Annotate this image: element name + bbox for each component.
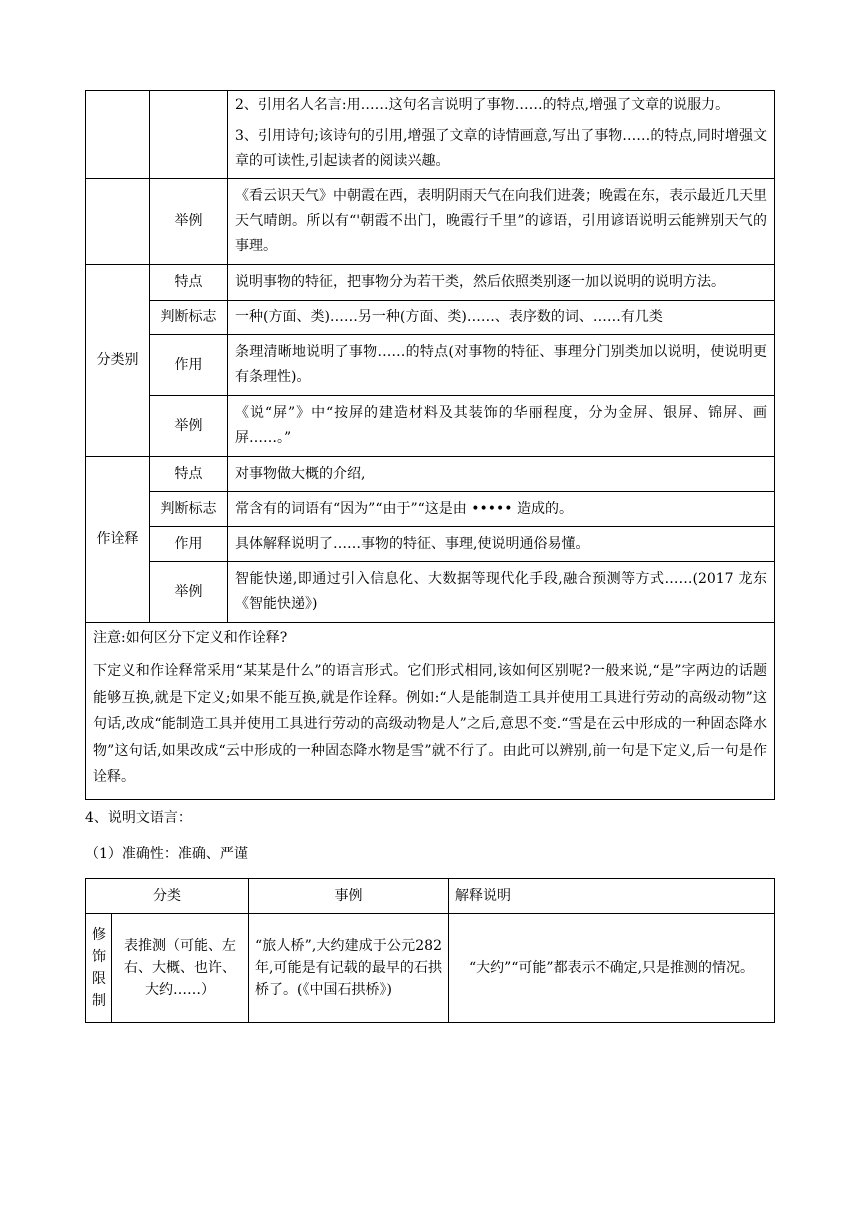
method-table [85,90,775,800]
row-label: 特点 [150,457,228,492]
row-content: 常含有的词语有“因为”“由于”“这是由 ••••• 造成的。 [228,492,775,527]
table-row [86,179,775,265]
row-content: 《看云识天气》中朝霞在西，表明阴雨天气在向我们进袭；晚霞在东，表示最近几天里天气晴朗。所以有“'朝霞不出门，晚霞行千里”的谚语，引用谚语说明云能辨别天气的事理。 [228,179,775,265]
row-content: 说明事物的特征，把事物分为若干类，然后依照类别逐一加以说明的说明方法。 [228,265,775,301]
row-label: 举例 [150,179,228,265]
row-label: 作用 [150,335,228,396]
example-cell: “旅人桥”,大约建成于公元282年,可能是有记载的最早的石拱桥了。(《中国石拱桥》) [249,913,449,1022]
empty-cell [86,179,150,265]
method-name: 分类别 [86,265,150,457]
table-row [86,396,775,457]
row-label: 举例 [150,562,228,623]
row-content: 智能快递,即通过引入信息化、大数据等现代化手段,融合预测等方式……(2017 龙东《智能快递》) [228,562,775,623]
quote-effect-cell [228,91,775,179]
table-row [86,492,775,527]
row-label: 特点 [150,265,228,301]
column-header: 分类 [86,878,249,913]
row-content: 《说“屏”》中“按屏的建造材料及其装饰的华丽程度，分为金屏、银屏、锦屏、画屏……。” [228,396,775,457]
poem-effect-text: 3、引用诗句;该诗句的引用,增强了文章的诗情画意,写出了事物……的特点,同时增强文章的可读性,引起读者的阅读兴趣。 [235,128,767,169]
table-row [86,527,775,562]
table-row [86,623,775,800]
explanation-cell: “大约”“可能”都表示不确定,只是推测的情况。 [449,913,775,1022]
table-row [86,913,775,1022]
table-row [86,335,775,396]
note-heading: 注意:如何区分下定义和作诠释? [93,630,288,646]
row-content: 具体解释说明了……事物的特征、事理,使说明通俗易懂。 [228,527,775,562]
row-label: 举例 [150,396,228,457]
document-page [85,90,775,1023]
quote-effect-text: 2、引用名人名言:用……这句名言说明了事物……的特点,增强了文章的说服力。 [235,97,730,113]
row-content: 条理清晰地说明了事物……的特点(对事物的特征、事理分门别类加以说明，使说明更有条理性)。 [228,335,775,396]
column-header: 解释说明 [449,878,775,913]
method-name: 作诠释 [86,457,150,623]
empty-cell [86,91,150,179]
section-heading: 4、说明文语言： [85,809,192,826]
column-header: 事例 [249,878,449,913]
row-content: 对事物做大概的介绍, [228,457,775,492]
note-body: 下定义和作诠释常采用“某某是什么”的语言形式。它们形式相同,该如何区别呢?一般来说,“是”字两边的话题能够互换,就是下定义;如果不能互换,就是作诠释。例如:“人是能制造工具并使用工具进行劳动的高级动物”这句话,改成“能制造工具并使用工具进行劳动的高级动物是人”之后,意思不变.“雪是在云中形成的一种固态降水物”这句话,如果改成“云中形成的一种固态降水物是雪”就不行了。由此可以辨别,前一句是下定义,后一句是作诠释。 [93,663,767,785]
table-row [86,457,775,492]
table-row [86,91,775,179]
language-table [85,878,775,1023]
group-cell: 修饰限制 [86,913,112,1022]
subsection-heading: （1）准确性：准确、严谨 [85,845,248,862]
table-row [86,265,775,301]
row-label: 判断标志 [150,301,228,335]
table-row [86,301,775,335]
table-row [86,562,775,623]
type-cell: 表推测（可能、左右、大概、也许、大约……） [112,913,249,1022]
note-cell [86,623,775,800]
row-content: 一种(方面、类)……另一种(方面、类)……、表序数的词、……有几类 [228,301,775,335]
empty-cell [150,91,228,179]
table-header-row [86,878,775,913]
row-label: 判断标志 [150,492,228,527]
row-label: 作用 [150,527,228,562]
